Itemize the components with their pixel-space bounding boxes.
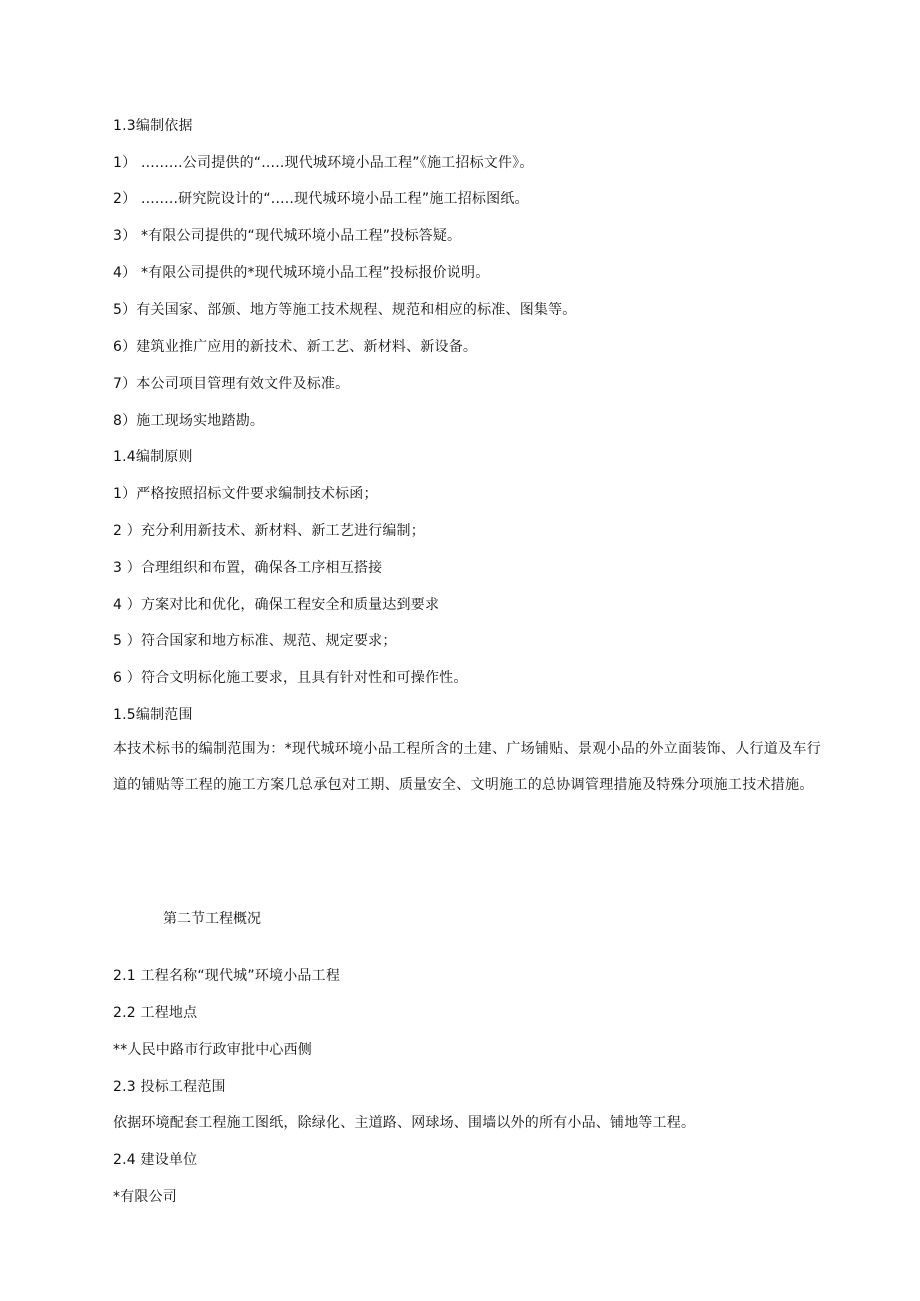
principle-item-5: 5 ）符合国家和地方标准、规范、规定要求； <box>113 633 397 649</box>
basis-item-8: 8）施工现场实地踏勘。 <box>113 413 265 429</box>
basis-item-1: 1） .........公司提供的“.....现代城环境小品工程”《施工招标文件》。 <box>113 155 534 171</box>
basis-item-3: 3） *有限公司提供的“现代城环境小品工程”投标答疑。 <box>113 228 462 244</box>
heading-1-5: 1.5编制范围 <box>113 707 193 723</box>
heading-2-1: 2.1 工程名称“现代城”环境小品工程 <box>113 968 341 984</box>
basis-item-4: 4） *有限公司提供的*现代城环境小品工程”投标报价说明。 <box>113 265 490 281</box>
bid-scope: 依据环境配套工程施工图纸，除绿化、主道路、网球场、围墙以外的所有小品、铺地等工程。 <box>113 1115 696 1131</box>
construction-owner: *有限公司 <box>113 1189 177 1205</box>
basis-item-2: 2） ........研究院设计的“.....现代城环境小品工程”施工招标图纸。 <box>113 191 529 207</box>
principle-item-2: 2 ）充分利用新技术、新材料、新工艺进行编制； <box>113 523 425 539</box>
heading-2-2: 2.2 工程地点 <box>113 1005 198 1021</box>
principle-item-3: 3 ）合理组织和布置，确保各工序相互搭接 <box>113 560 383 576</box>
project-location: **人民中路市行政审批中心西侧 <box>113 1042 312 1058</box>
scope-paragraph: 本技术标书的编制范围为：*现代城环境小品工程所含的土建、广场铺贴、景观小品的外立面装饰、人行道及车行道的铺贴等工程的施工方案几总承包对工期、质量安全、文明施工的总协调管理措施及特殊分项施工技术措施。 <box>113 741 821 793</box>
basis-item-6: 6）建筑业推广应用的新技术、新工艺、新材料、新设备。 <box>113 339 478 355</box>
principle-item-1: 1）严格按照招标文件要求编制技术标函； <box>113 486 378 502</box>
heading-2-4: 2.4 建设单位 <box>113 1152 198 1168</box>
heading-1-4: 1.4编制原则 <box>113 449 193 465</box>
principle-item-4: 4 ）方案对比和优化，确保工程安全和质量达到要求 <box>113 597 440 613</box>
section-2-title: 第二节工程概况 <box>163 911 261 927</box>
basis-item-7: 7）本公司项目管理有效文件及标准。 <box>113 376 350 392</box>
principle-item-6: 6 ）符合文明标化施工要求，且具有针对性和可操作性。 <box>113 670 468 686</box>
heading-2-3: 2.3 投标工程范围 <box>113 1079 226 1095</box>
heading-1-3: 1.3编制依据 <box>113 118 193 134</box>
basis-item-5: 5）有关国家、部颁、地方等施工技术规程、规范和相应的标准、图集等。 <box>113 302 577 318</box>
